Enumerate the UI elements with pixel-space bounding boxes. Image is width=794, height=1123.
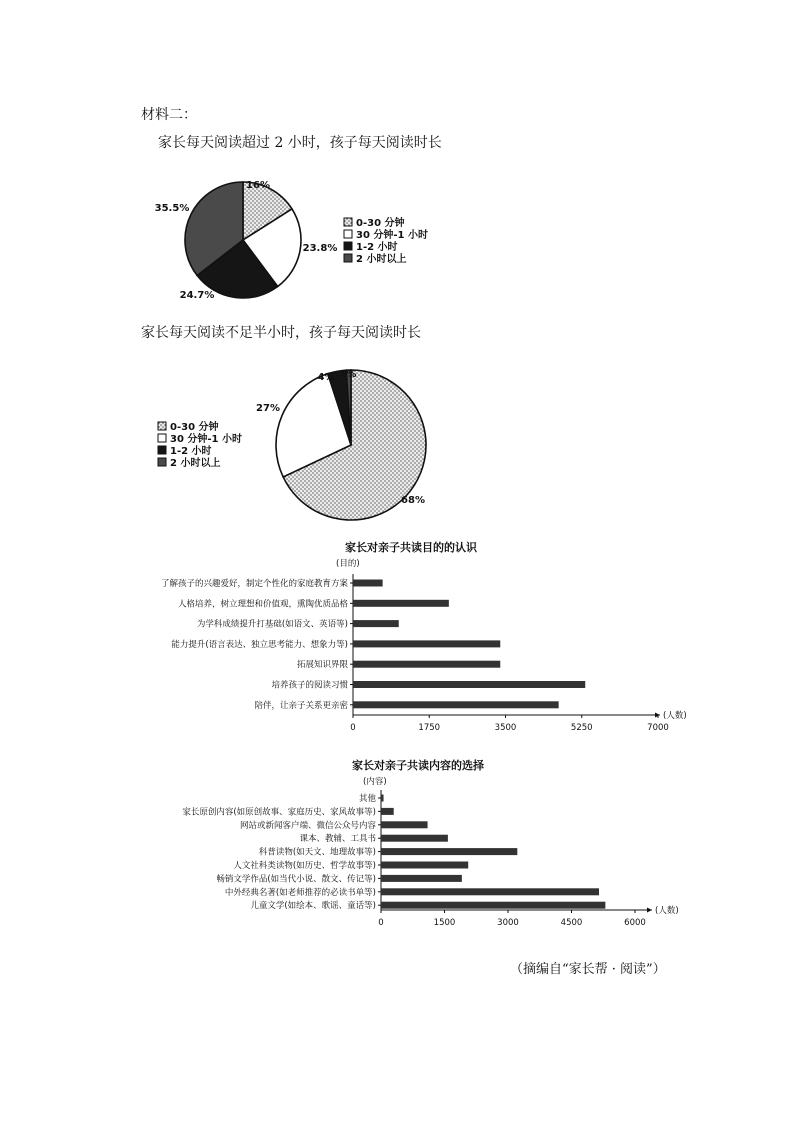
x-tick-label: 5250	[570, 723, 593, 733]
category-label: 其他	[358, 794, 376, 804]
legend-swatch	[344, 254, 352, 262]
legend-swatch	[344, 242, 352, 250]
category-label: 陪伴，让亲子关系更亲密	[254, 700, 348, 711]
legend-swatch	[344, 230, 352, 238]
x-tick-label: 0	[350, 723, 356, 733]
legend-label: 1-2 小时	[170, 446, 212, 457]
legend-swatch	[158, 446, 166, 454]
y-axis-label: (内容)	[363, 777, 387, 787]
bar	[353, 661, 500, 668]
legend-label: 2 小时以上	[170, 458, 221, 469]
legend-label: 30 分钟-1 小时	[170, 434, 242, 445]
pie-chart-parent-under-half-hour	[158, 369, 426, 520]
pie-chart-parent-over-2h	[155, 180, 428, 301]
pie-value-label: 27%	[256, 403, 280, 414]
pie-value-label: 35.5%	[154, 203, 190, 214]
legend-label: 0-30 分钟	[356, 218, 405, 229]
category-label: 人格培养，树立理想和价值观，熏陶优质品格	[177, 599, 348, 610]
x-tick-label: 0	[378, 918, 384, 928]
pie-value-label: 24.7%	[179, 290, 215, 301]
category-label: 人文社科类读物(如历史、哲学故事等)	[233, 861, 376, 871]
pie-value-label: 68%	[401, 495, 425, 506]
bar	[381, 875, 462, 882]
bar	[381, 902, 605, 909]
x-tick-label: 1500	[433, 918, 456, 928]
bar	[353, 600, 449, 607]
x-tick-label: 1750	[418, 723, 441, 733]
category-label: 拓展知识界限	[296, 660, 348, 671]
legend-label: 0-30 分钟	[170, 422, 219, 433]
chart-title: 家长对亲子共读内容的选择	[352, 759, 484, 772]
x-tick-label: 3000	[497, 918, 519, 928]
bar	[353, 580, 383, 587]
bar	[353, 701, 559, 708]
bar	[353, 620, 399, 627]
pie2-title: 家长每天阅读不足半小时，孩子每天阅读时长	[141, 325, 421, 341]
x-axis-label: (人数)	[663, 711, 687, 721]
category-label: 畅销文学作品(如当代小说、散文、传记等)	[216, 874, 376, 885]
category-label: 科普读物(如天文、地理故事等)	[258, 847, 376, 858]
bar	[381, 795, 384, 802]
x-tick-label: 3500	[494, 723, 517, 733]
bar	[353, 640, 500, 647]
bar	[381, 848, 517, 855]
legend-swatch	[158, 458, 166, 466]
category-label: 中外经典名著(如老师推荐的必读书单等)	[224, 887, 376, 898]
pie-value-label: 23.8%	[302, 243, 338, 254]
bar	[381, 835, 448, 842]
bar-chart-reading-purpose	[161, 540, 687, 733]
category-label: 家长原创内容(如原创故事、家庭历史、家风故事等)	[182, 807, 376, 818]
bar-chart-reading-content	[182, 758, 678, 928]
bar	[381, 862, 468, 869]
source-note: （摘编自“家长帮 · 阅读”）	[510, 962, 666, 977]
bar	[381, 888, 599, 895]
y-axis-label: (目的)	[336, 559, 360, 569]
x-axis-arrow	[647, 908, 652, 913]
category-label: 课本、教辅、工具书	[299, 834, 376, 845]
category-label: 能力提升(语言表达、独立思考能力、想象力等)	[171, 639, 348, 650]
x-tick-label: 6000	[624, 918, 646, 928]
bar	[381, 821, 428, 828]
legend-swatch	[344, 218, 352, 226]
category-label: 为学科成绩提升打基础(如语文、英语等)	[196, 619, 348, 630]
bar	[381, 808, 394, 815]
x-tick-label: 7000	[647, 723, 669, 733]
pie-value-label: 1%	[339, 369, 357, 380]
pie-value-label: 4%	[317, 372, 335, 383]
category-label: 网站或新闻客户端、微信公众号内容	[239, 820, 376, 831]
pie1-title: 家长每天阅读超过 2 小时，孩子每天阅读时长	[158, 135, 442, 151]
x-axis-label: (人数)	[655, 906, 679, 916]
legend-label: 2 小时以上	[356, 254, 407, 265]
x-tick-label: 4500	[560, 918, 583, 928]
legend-label: 1-2 小时	[356, 242, 398, 253]
bar	[353, 681, 585, 688]
legend-swatch	[158, 434, 166, 442]
legend-label: 30 分钟-1 小时	[356, 230, 428, 241]
legend-swatch	[158, 422, 166, 430]
chart-title: 家长对亲子共读目的的认识	[345, 541, 477, 554]
material-label: 材料二：	[141, 107, 197, 123]
pie-value-label: 16%	[246, 180, 270, 191]
category-label: 了解孩子的兴趣爱好，制定个性化的家庭教育方案	[160, 579, 348, 589]
category-label: 培养孩子的阅读习惯	[271, 680, 348, 691]
category-label: 儿童文学(如绘本、歌谣、童话等)	[250, 901, 376, 912]
